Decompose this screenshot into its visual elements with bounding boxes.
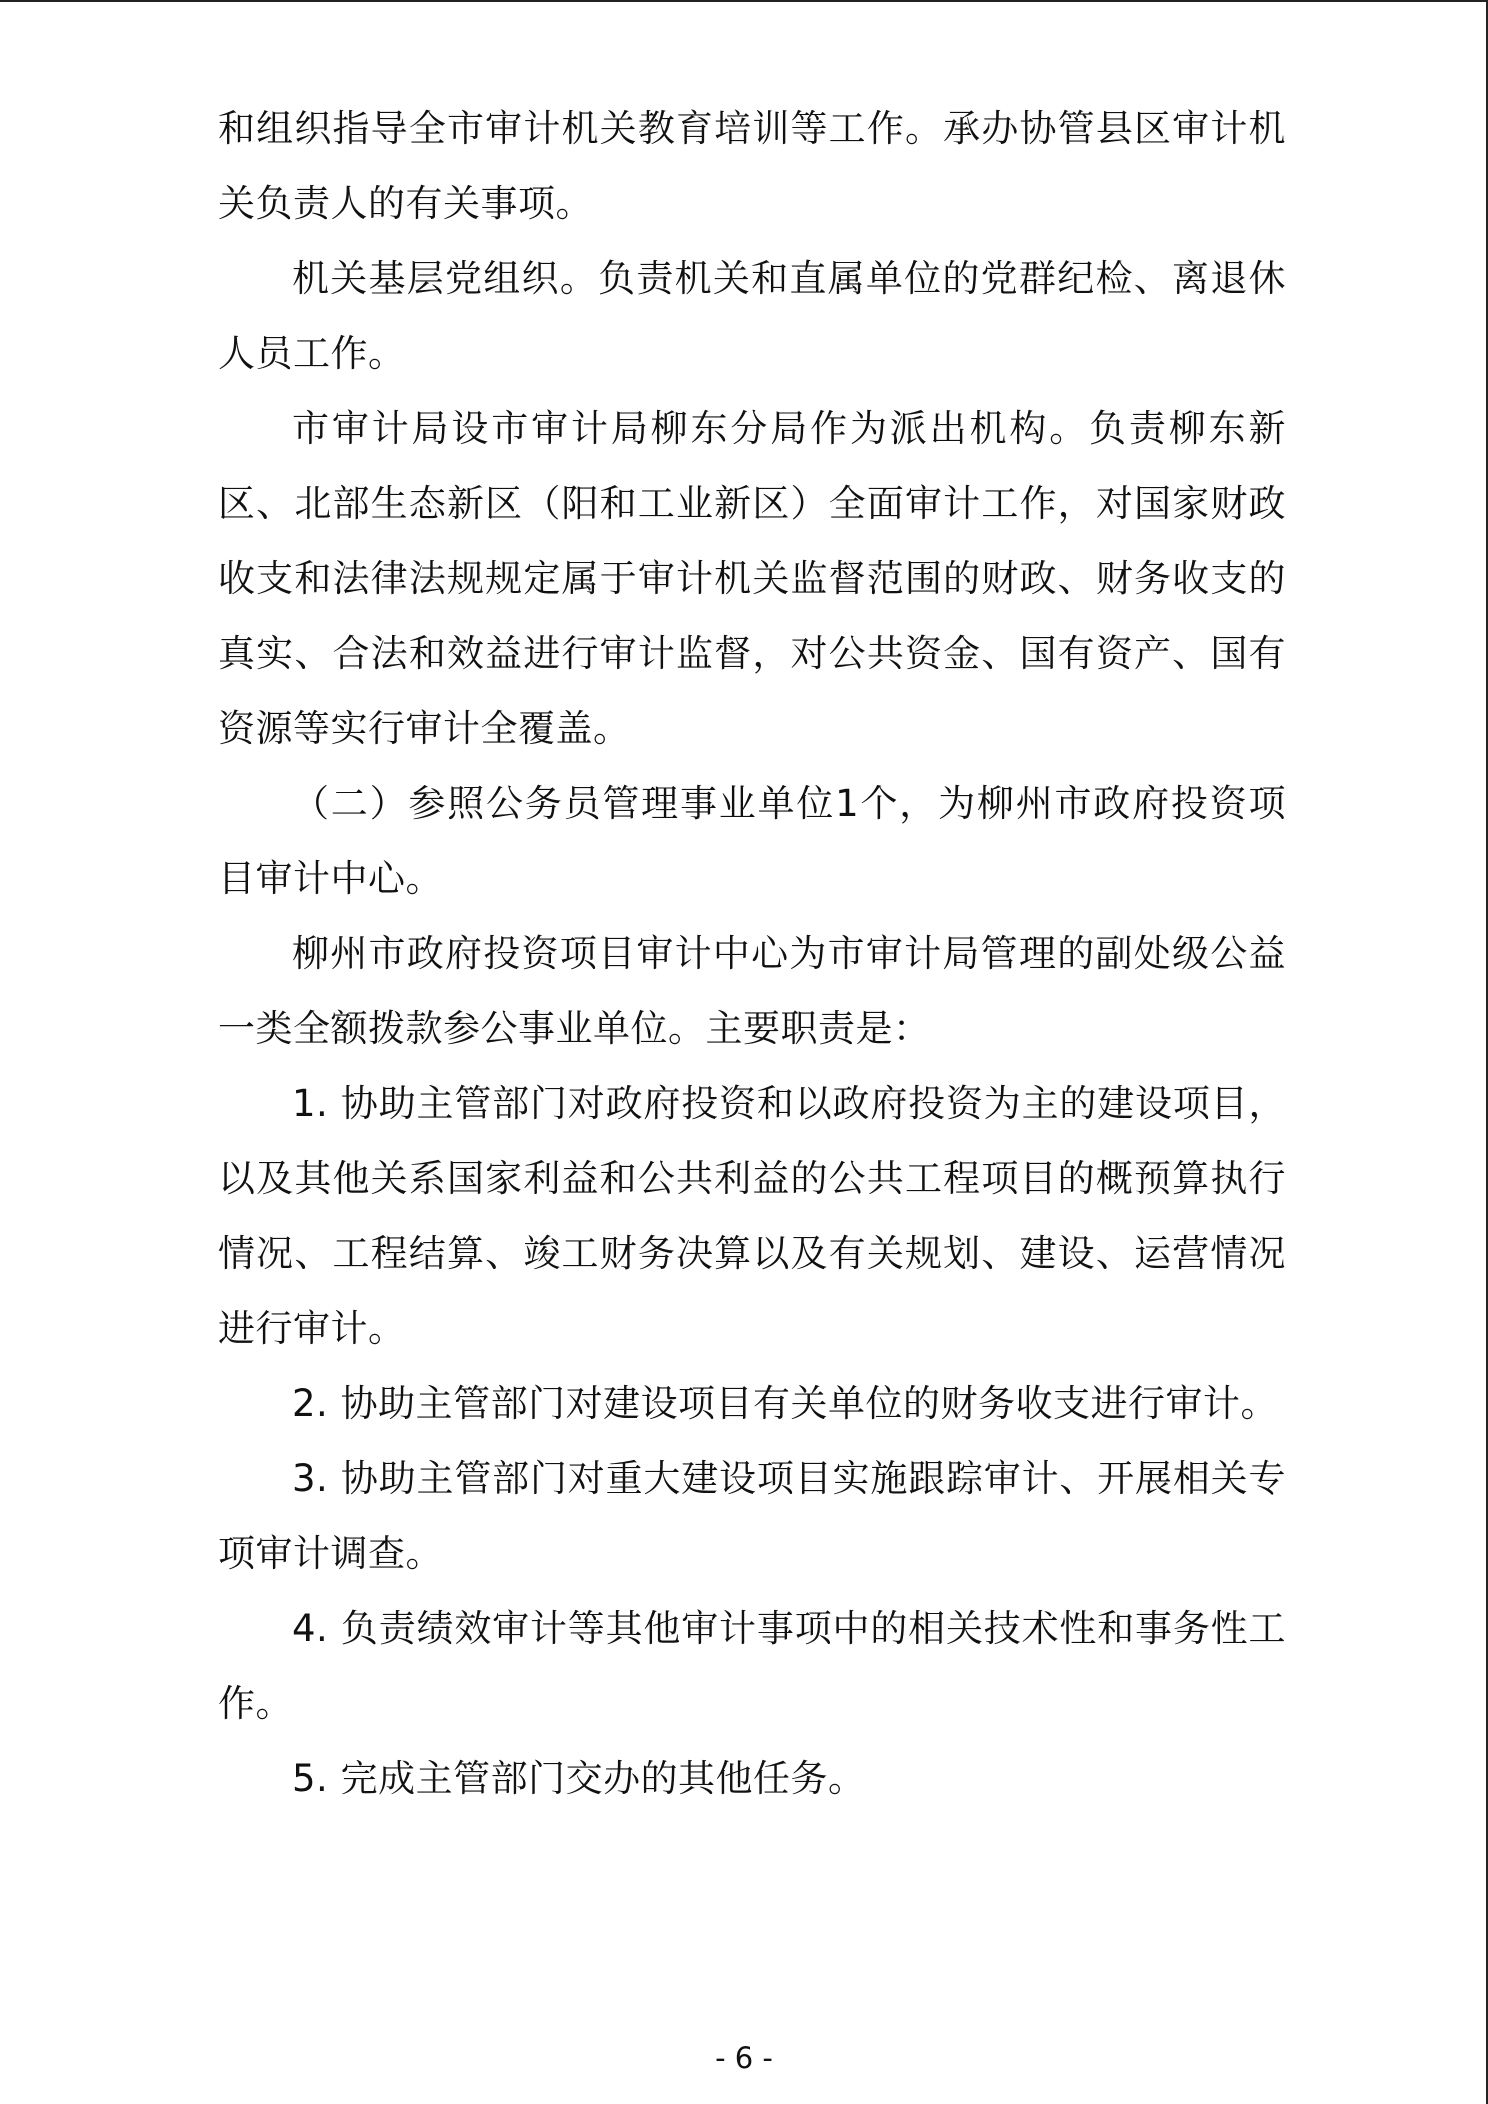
page-top-border — [0, 0, 1488, 2]
duty-item-5: 5. 完成主管部门交办的其他任务。 — [292, 1757, 866, 1800]
duty-item-3: 3. 协助主管部门对重大建设项目实施跟踪审计、开展相关专项审计调查。 — [218, 1457, 1286, 1575]
duty-item-1: 1. 协助主管部门对政府投资和以政府投资为主的建设项目，以及其他关系国家利益和公共利益的公共工程项目的概预算执行情况、工程结算、竣工财务决算以及有关规划、建设、运营情况进行审计。 — [218, 1082, 1286, 1350]
document-body — [218, 91, 1286, 1816]
page-number: - 6 - — [715, 2041, 773, 2075]
paragraph-section-two-heading: （二）参照公务员管理事业单位1个，为柳州市政府投资项目审计中心。 — [218, 782, 1286, 900]
paragraph-party-organization: 机关基层党组织。负责机关和直属单位的党群纪检、离退休人员工作。 — [218, 257, 1286, 375]
duty-item-4: 4. 负责绩效审计等其他审计事项中的相关技术性和事务性工作。 — [218, 1607, 1286, 1725]
duty-item-2: 2. 协助主管部门对建设项目有关单位的财务收支进行审计。 — [292, 1382, 1279, 1425]
paragraph-liudong-branch: 市审计局设市审计局柳东分局作为派出机构。负责柳东新区、北部生态新区（阳和工业新区）全面审计工作，对国家财政收支和法律法规规定属于审计机关监督范围的财政、财务收支的真实、合法和效益进行审计监督，对公共资金、国有资产、国有资源等实行审计全覆盖。 — [218, 407, 1286, 750]
paragraph-education-training: 和组织指导全市审计机关教育培训等工作。承办协管县区审计机关负责人的有关事项。 — [218, 107, 1286, 225]
paragraph-audit-center-intro: 柳州市政府投资项目审计中心为市审计局管理的副处级公益一类全额拨款参公事业单位。主要职责是： — [218, 932, 1286, 1050]
